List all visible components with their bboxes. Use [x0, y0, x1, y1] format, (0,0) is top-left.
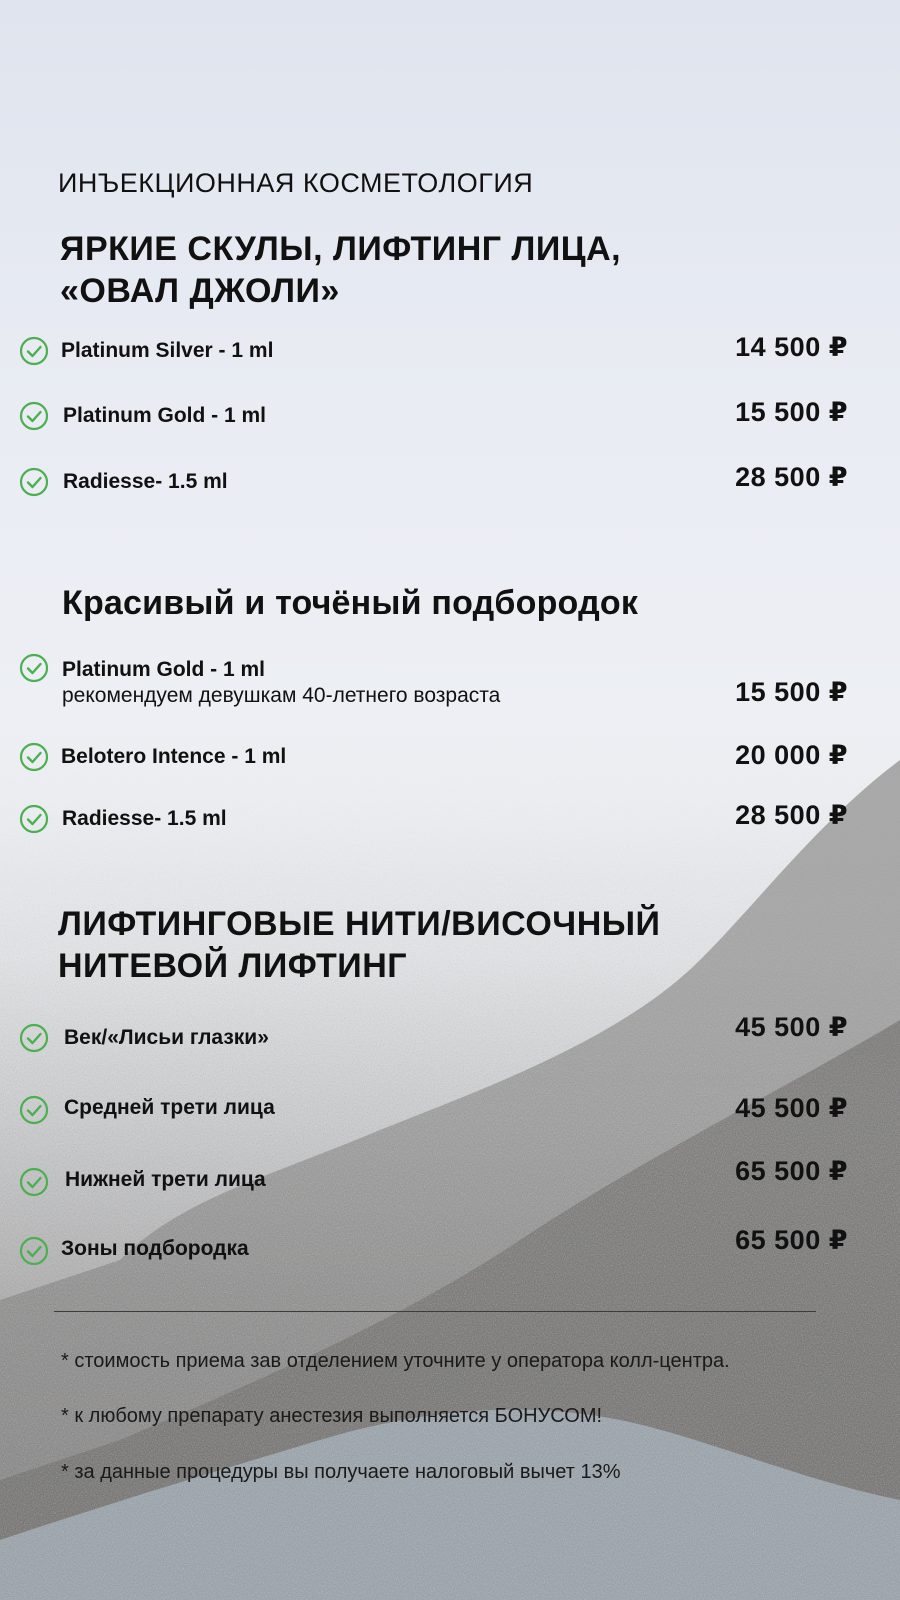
item-name: Belotero Intence - 1 ml — [61, 745, 287, 768]
item-price: 15 500 ₽ — [735, 677, 848, 707]
check-circle-icon — [19, 804, 49, 834]
item-price: 20 000 ₽ — [735, 740, 848, 770]
item-name: Radiesse- 1.5 ml — [62, 807, 227, 830]
check-circle-icon — [19, 742, 49, 772]
item-name: Radiesse- 1.5 ml — [63, 470, 228, 493]
check-circle-icon — [19, 1023, 49, 1053]
item-price: 28 500 ₽ — [735, 800, 848, 830]
check-circle-icon — [19, 1167, 49, 1197]
item-name: Век/«Лисьи глазки» — [64, 1026, 269, 1049]
item-name: Platinum Silver - 1 ml — [61, 339, 274, 362]
item-name: Platinum Gold - 1 ml — [62, 658, 266, 681]
check-circle-icon — [19, 1095, 49, 1125]
section-title-threads: ЛИФТИНГОВЫЕ НИТИ/ВИСОЧНЫЙ НИТЕВОЙ ЛИФТИНГ — [58, 905, 661, 985]
item-name: Нижней трети лица — [65, 1168, 266, 1191]
check-circle-icon — [19, 336, 49, 366]
item-name: Platinum Gold - 1 ml — [63, 404, 267, 427]
item-price: 15 500 ₽ — [735, 397, 848, 427]
item-price: 45 500 ₽ — [735, 1012, 848, 1042]
item-price: 65 500 ₽ — [735, 1225, 848, 1255]
category-title: ИНЪЕКЦИОННАЯ КОСМЕТОЛОГИЯ — [58, 168, 534, 198]
footnote: * к любому препарату анестезия выполняется БОНУСОМ! — [61, 1405, 603, 1427]
section-title-cheekbones: ЯРКИЕ СКУЛЫ, ЛИФТИНГ ЛИЦА, «ОВАЛ ДЖОЛИ» — [60, 230, 622, 310]
footnote: * за данные процедуры вы получаете налоговый вычет 13% — [61, 1461, 621, 1483]
item-note: рекомендуем девушкам 40-летнего возраста — [62, 684, 501, 707]
item-price: 28 500 ₽ — [735, 462, 848, 492]
footnote: * стоимость приема зав отделением уточните у оператора колл-центра. — [61, 1350, 730, 1372]
check-circle-icon — [19, 401, 49, 431]
check-circle-icon — [19, 1236, 49, 1266]
item-name: Зоны подбородка — [61, 1237, 249, 1260]
item-price: 65 500 ₽ — [735, 1156, 848, 1186]
check-circle-icon — [19, 653, 49, 683]
check-circle-icon — [19, 467, 49, 497]
item-price: 45 500 ₽ — [735, 1093, 848, 1123]
item-price: 14 500 ₽ — [735, 332, 848, 362]
item-name: Средней трети лица — [64, 1096, 275, 1119]
section-title-chin: Красивый и точёный подбородок — [62, 584, 639, 622]
divider — [54, 1311, 816, 1312]
